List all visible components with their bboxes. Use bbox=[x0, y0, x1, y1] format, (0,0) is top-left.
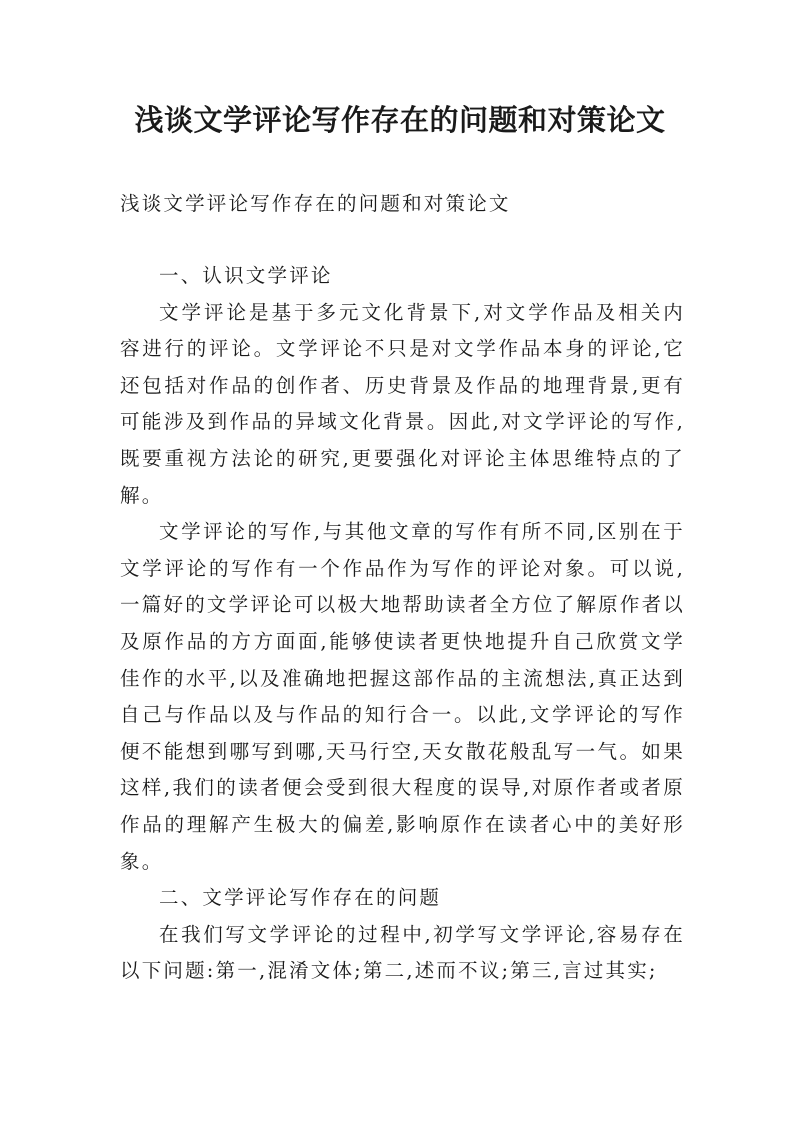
paragraph-2: 文学评论的写作,与其他文章的写作有所不同,区别在于文学评论的写作有一个作品作为写作的评论对象。可以说,一篇好的文学评论可以极大地帮助读者全方位了解原作者以及原作品的方方面面,能够使读者更快地提升自己欣赏文学佳作的水平,以及准确地把握这部作品的主流想法,真正达到自己与作品以及与作品的知行合一。以此,文学评论的写作便不能想到哪写到哪,天马行空,天女散花般乱写一气。如果这样,我们的读者便会受到很大程度的误导,对原作者或者原作品的理解产生极大的偏差,影响原作在读者心中的美好形象。 bbox=[120, 520, 685, 873]
document-title: 浅谈文学评论写作存在的问题和对策论文 bbox=[134, 103, 666, 137]
document-body bbox=[120, 258, 685, 990]
paragraph-3: 在我们写文学评论的过程中,初学写文学评论,容易存在以下问题:第一,混淆文体;第二,述而不议;第三,言过其实; bbox=[120, 922, 685, 983]
paragraph-1: 文学评论是基于多元文化背景下,对文学作品及相关内容进行的评论。文学评论不只是对文学作品本身的评论,它还包括对作品的创作者、历史背景及作品的地理背景,更有可能涉及到作品的异域文化背景。因此,对文学评论的写作,既要重视方法论的研究,更要强化对评论主体思维特点的了解。 bbox=[120, 300, 685, 507]
document-subtitle: 浅谈文学评论写作存在的问题和对策论文 bbox=[120, 192, 511, 215]
section-heading-1: 一、认识文学评论 bbox=[159, 264, 333, 287]
section-heading-2: 二、文学评论写作存在的问题 bbox=[159, 886, 442, 910]
